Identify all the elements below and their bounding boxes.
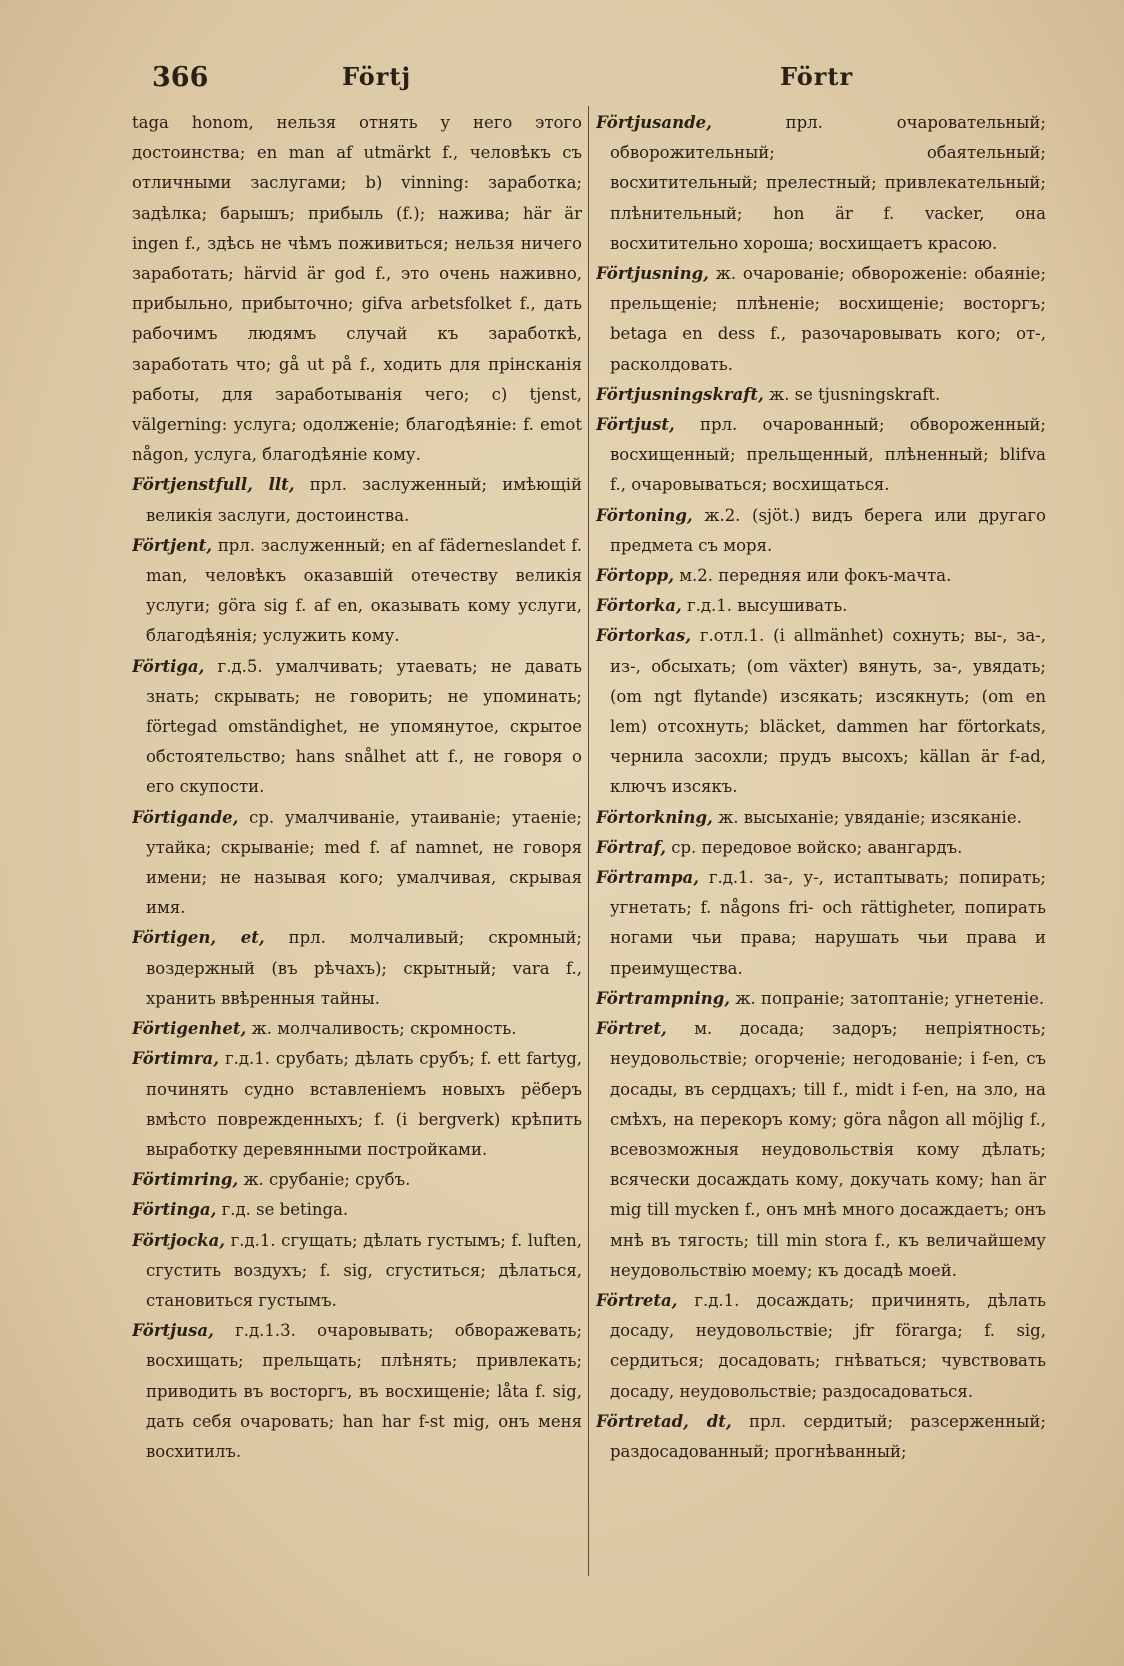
entry-headword: Förtimring, [132,1170,239,1190]
dictionary-entry [596,621,1046,802]
entry-headword: Förtrampa, [596,868,699,888]
entry-definition: прл. сердитый; разсерженный; раздосадованный; прогнѣванный; [610,1411,1046,1461]
dictionary-entry [132,923,582,1014]
page-number: 366 [152,62,209,93]
dictionary-entry [596,1286,1046,1407]
entry-headword: Förtigenhet, [132,1019,247,1039]
entry-definition: ж. se tjusningskraft. [769,384,941,404]
dictionary-entry [132,1014,582,1044]
entry-headword: Förtjocka, [132,1230,226,1250]
entry-definition: ж. молчаливость; скромность. [251,1019,517,1039]
dictionary-entry [596,259,1046,380]
dictionary-entry [132,652,582,803]
dictionary-entry [596,561,1046,591]
dictionary-entry [132,1044,582,1165]
entry-definition: ж. срубаніе; срубъ. [243,1170,411,1190]
entry-headword: Förtigen, et, [132,928,265,948]
dictionary-entry [132,470,582,530]
entry-definition: ср. умалчиваніе, утаиваніе; утаеніе; утайка; скрываніе; med f. af namnet, не говоря имени; не называя кого; умалчивая, скрывая имя. [146,807,582,918]
dictionary-entry [596,410,1046,501]
entry-headword: Förtiga, [132,656,205,676]
dictionary-entry [132,1226,582,1317]
entry-definition: прл. заслуженный; имѣющій великія заслуги, достоинства. [146,475,582,525]
entry-definition: г.д.1.3. очаровывать; обворажевать; восхищать; прельщать; плѣнять; привлекать; приводить въ восторгъ, въ восхищеніе; låta f. sig, дать себя очаровать; han har f-st mig, онъ меня восхитилъ. [146,1321,582,1461]
dictionary-entry [132,803,582,924]
entry-headword: Förtjent, [132,535,212,555]
entry-definition: г.д. se betinga. [221,1200,349,1220]
entry-headword: Förtorkas, [596,626,691,646]
entry-definition: ж. очарованіе; обвороженіе: обаяніе; прельщеніе; плѣненіе; восхищеніе; восторгъ; betaga en dess f., разочаровывать кого; от-, расколдовать. [610,264,1046,374]
dictionary-entry [132,1165,582,1195]
dictionary-entry [596,984,1046,1014]
entry-definition: м. досада; задоръ; непріятность; неудовольствіе; огорченіе; негодованіе; i f-en, съ досады, въ сердцахъ; till f., midt i f-en, на зло, на смѣхъ, на перекоръ кому; göra någon all möjlig f., всевозможныя неудовольствія кому дѣлать; всячески досаждать кому, докучать кому; han är mig till mycken f., онъ мнѣ много досаждаетъ; онъ мнѣ въ тягость; till min stora f., къ величайшему неудовольствію моему; къ досадѣ моей. [610,1019,1046,1280]
entry-definition: ср. передовое войско; авангардъ. [671,837,963,857]
page-header [0,62,1124,102]
entry-definition: г.д.1. за-, у-, истаптывать; попирать; угнетать; f. någons fri- och rättigheter, попирать ногами чьи права; нарушать чьи права и преимущества. [610,868,1046,978]
column-divider [588,106,589,1576]
entry-definition: прл. молчаливый; скромный; воздержный (въ рѣчахъ); скрытный; vara f., хранить ввѣренныя тайны. [146,928,582,1008]
dictionary-entry [596,380,1046,410]
entry-definition: м.2. передняя или фокъ-мачта. [679,566,952,586]
dictionary-entry [596,863,1046,984]
entry-headword: Förtorka, [596,596,682,616]
entry-headword: Förtinga, [132,1200,217,1220]
dictionary-entry [596,501,1046,561]
left-running-head: Förtj [342,62,412,91]
entry-definition: г.д.5. умалчивать; утаевать; не давать знать; скрывать; не говорить; не упоминать; förtegad omständighet, не упомянутое, скрытое обстоятельство; hans snålhet att f., не говоря о его скупости. [146,656,582,797]
entry-headword: Förtretad, dt, [596,1411,732,1431]
entry-definition: ж. попраніе; затоптаніе; угнетеніе. [735,988,1045,1008]
entry-definition: г.д.1. сгущать; дѣлать густымъ; f. luften, сгустить воздухъ; f. sig, сгуститься; дѣлаться, становиться густымъ. [146,1230,582,1310]
entry-headword: Förtoning, [596,505,693,525]
dictionary-entry [596,803,1046,833]
entry-headword: Förtreta, [596,1290,678,1310]
entry-definition: г.д.1. досаждать; причинять, дѣлать досаду, неудовольствіе; jfr förarga; f. sig, сердиться; досадовать; гнѣваться; чувствовать досаду, неудовольствіе; раздосадоваться. [610,1290,1046,1401]
entry-definition: г.отл.1. (i allmänhet) сохнуть; вы-, за-, из-, обсыхать; (om växter) вянуть, за-, увядать; (om ngt flytande) изсякать; изсякнуть; (om en lem) отсохнуть; bläcket, dammen har förtorkats, чернила засохли; прудъ высохъ; källan är f-ad, ключъ изсякъ. [610,626,1046,797]
entry-headword: Förtjusning, [596,264,709,284]
dictionary-entry [596,833,1046,863]
entry-headword: Förtret, [596,1019,667,1039]
entry-definition: прл. очарованный; обвороженный; восхищенный; прельщенный, плѣненный; blifva f., очаровываться; восхищаться. [610,415,1046,495]
dictionary-entry [132,1195,582,1225]
dictionary-entry [596,108,1046,259]
entry-headword: Förtjusningskraft, [596,384,764,404]
entry-headword: Förtrampning, [596,988,731,1008]
entry-headword: Förtjenstfull, llt, [132,475,295,495]
entry-definition: г.д.1. высушивать. [686,596,848,616]
entry-headword: Förtraf, [596,837,666,857]
entry-definition: прл. очаровательный; обворожительный; обаятельный; восхитительный; прелестный; привлекательный; плѣнительный; hon är f. vacker, она восхитительно хороша; восхищаетъ красою. [610,113,1046,253]
entry-headword: Förtimra, [132,1049,219,1069]
entry-headword: Förtigande, [132,807,239,827]
entry-headword: Förtopp, [596,566,674,586]
dictionary-entry [596,591,1046,621]
dictionary-entry [596,1014,1046,1286]
dictionary-entry [596,1407,1046,1467]
entry-headword: Förtorkning, [596,807,713,827]
dictionary-entry [132,531,582,652]
right-running-head: Förtr [780,62,854,91]
entry-headword: Förtjust, [596,415,675,435]
entry-definition: ж.2. (sjöt.) видъ берега или другаго предмета съ моря. [610,505,1046,555]
dictionary-entry [132,108,582,470]
right-column [596,108,1046,1628]
entry-headword: Förtjusa, [132,1321,214,1341]
entry-definition: taga honom, нельзя отнять у него этого достоинства; en man af utmärkt f., человѣкъ съ отличными заслугами; b) vinning: заработка; задѣлка; барышъ; прибыль (f.); нажива; här är ingen f., здѣсь не чѣмъ поживиться; нельзя ничего заработать; härvid är god f., это очень наживно, прибыльно, прибыточно; gifva arbetsfolket f., дать рабочимъ людямъ случай къ заработкѣ, заработать что; gå ut på f., ходить для прінсканія работы, для заработыванія чего; c) tjenst, välgerning: услуга; одолженіе; благодѣяніе: f. emot någon, услуга, благодѣяніе кому. [132,113,582,465]
entry-definition: ж. высыханіе; увяданіе; изсяканіе. [718,807,1022,827]
entry-headword: Förtjusande, [596,113,712,132]
dictionary-entry [132,1316,582,1467]
entry-definition: г.д.1. срубать; дѣлать срубъ; f. ett fartyg, починять судно вставленіемъ новыхъ рёберъ вмѣсто поврежденныхъ; f. (i bergverk) крѣпить выработку деревянными постройками. [146,1049,582,1159]
entry-definition: прл. заслуженный; en af fäderneslandet f. man, человѣкъ оказавшій отечеству великія услуги; göra sig f. af en, оказывать кому услуги, благодѣянія; услужить кому. [146,535,582,646]
left-column [132,108,582,1628]
